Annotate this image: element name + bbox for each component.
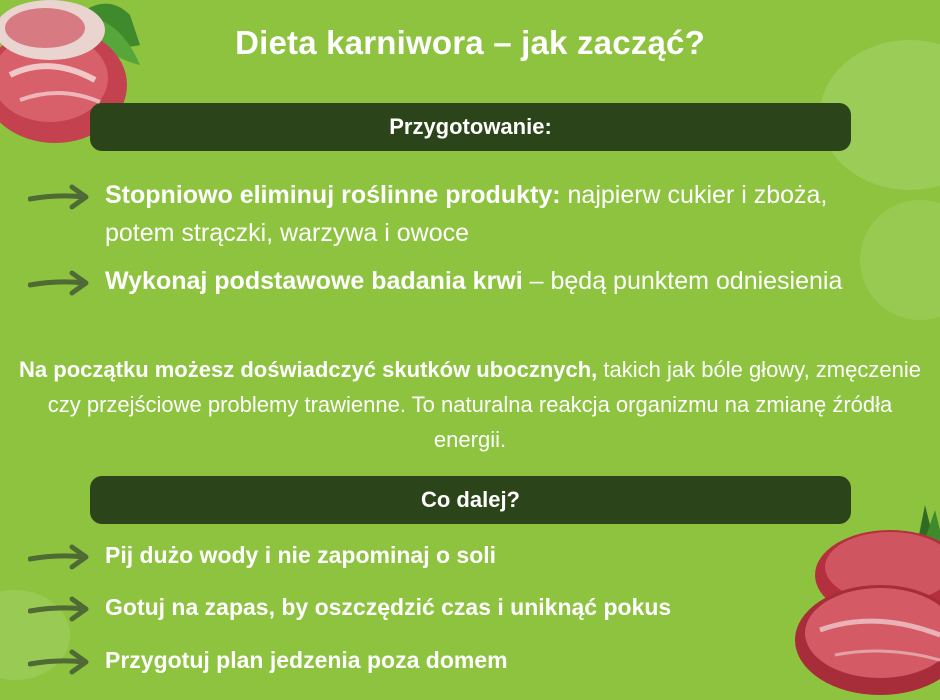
list-item-body: – będą punktem odniesienia	[522, 267, 843, 295]
section-header-next-steps	[90, 476, 851, 524]
list-item-text: Przygotuj plan jedzenia poza domem	[105, 647, 508, 673]
section-header-preparation	[90, 103, 851, 151]
arrow-right-icon	[28, 544, 92, 570]
page-title: Dieta karniwora – jak zacząć?	[235, 24, 705, 61]
section-header-label: Przygotowanie:	[389, 114, 552, 139]
list-item-text: Pij dużo wody i nie zapominaj o soli	[105, 542, 497, 568]
list-item-text	[105, 262, 885, 300]
section-header-label: Co dalej?	[420, 487, 520, 512]
arrow-right-icon	[28, 596, 92, 622]
list-item-text	[105, 176, 885, 252]
list-item-bold: Wykonaj podstawowe badania krwi	[105, 267, 523, 295]
list-item-bold: Stopniowo eliminuj roślinne produkty:	[105, 181, 561, 209]
note-bold: Na początku możesz doświadczyć skutków ubocznych,	[19, 357, 598, 382]
list-item-text: Gotuj na zapas, by oszczędzić czas i uniknąć pokus	[105, 594, 672, 620]
arrow-right-icon	[28, 649, 92, 675]
note-body: takich jak bóle głowy, zmęczenie czy przejściowe problemy trawienne. To naturalna reakcja organizmu na zmianę źródła energii.	[47, 357, 921, 452]
list-item-body: najpierw cukier i zboża, potem strączki, warzywa i owoce	[105, 181, 828, 247]
arrow-right-icon	[28, 184, 92, 210]
arrow-right-icon	[28, 270, 92, 296]
side-effects-note	[10, 352, 930, 457]
